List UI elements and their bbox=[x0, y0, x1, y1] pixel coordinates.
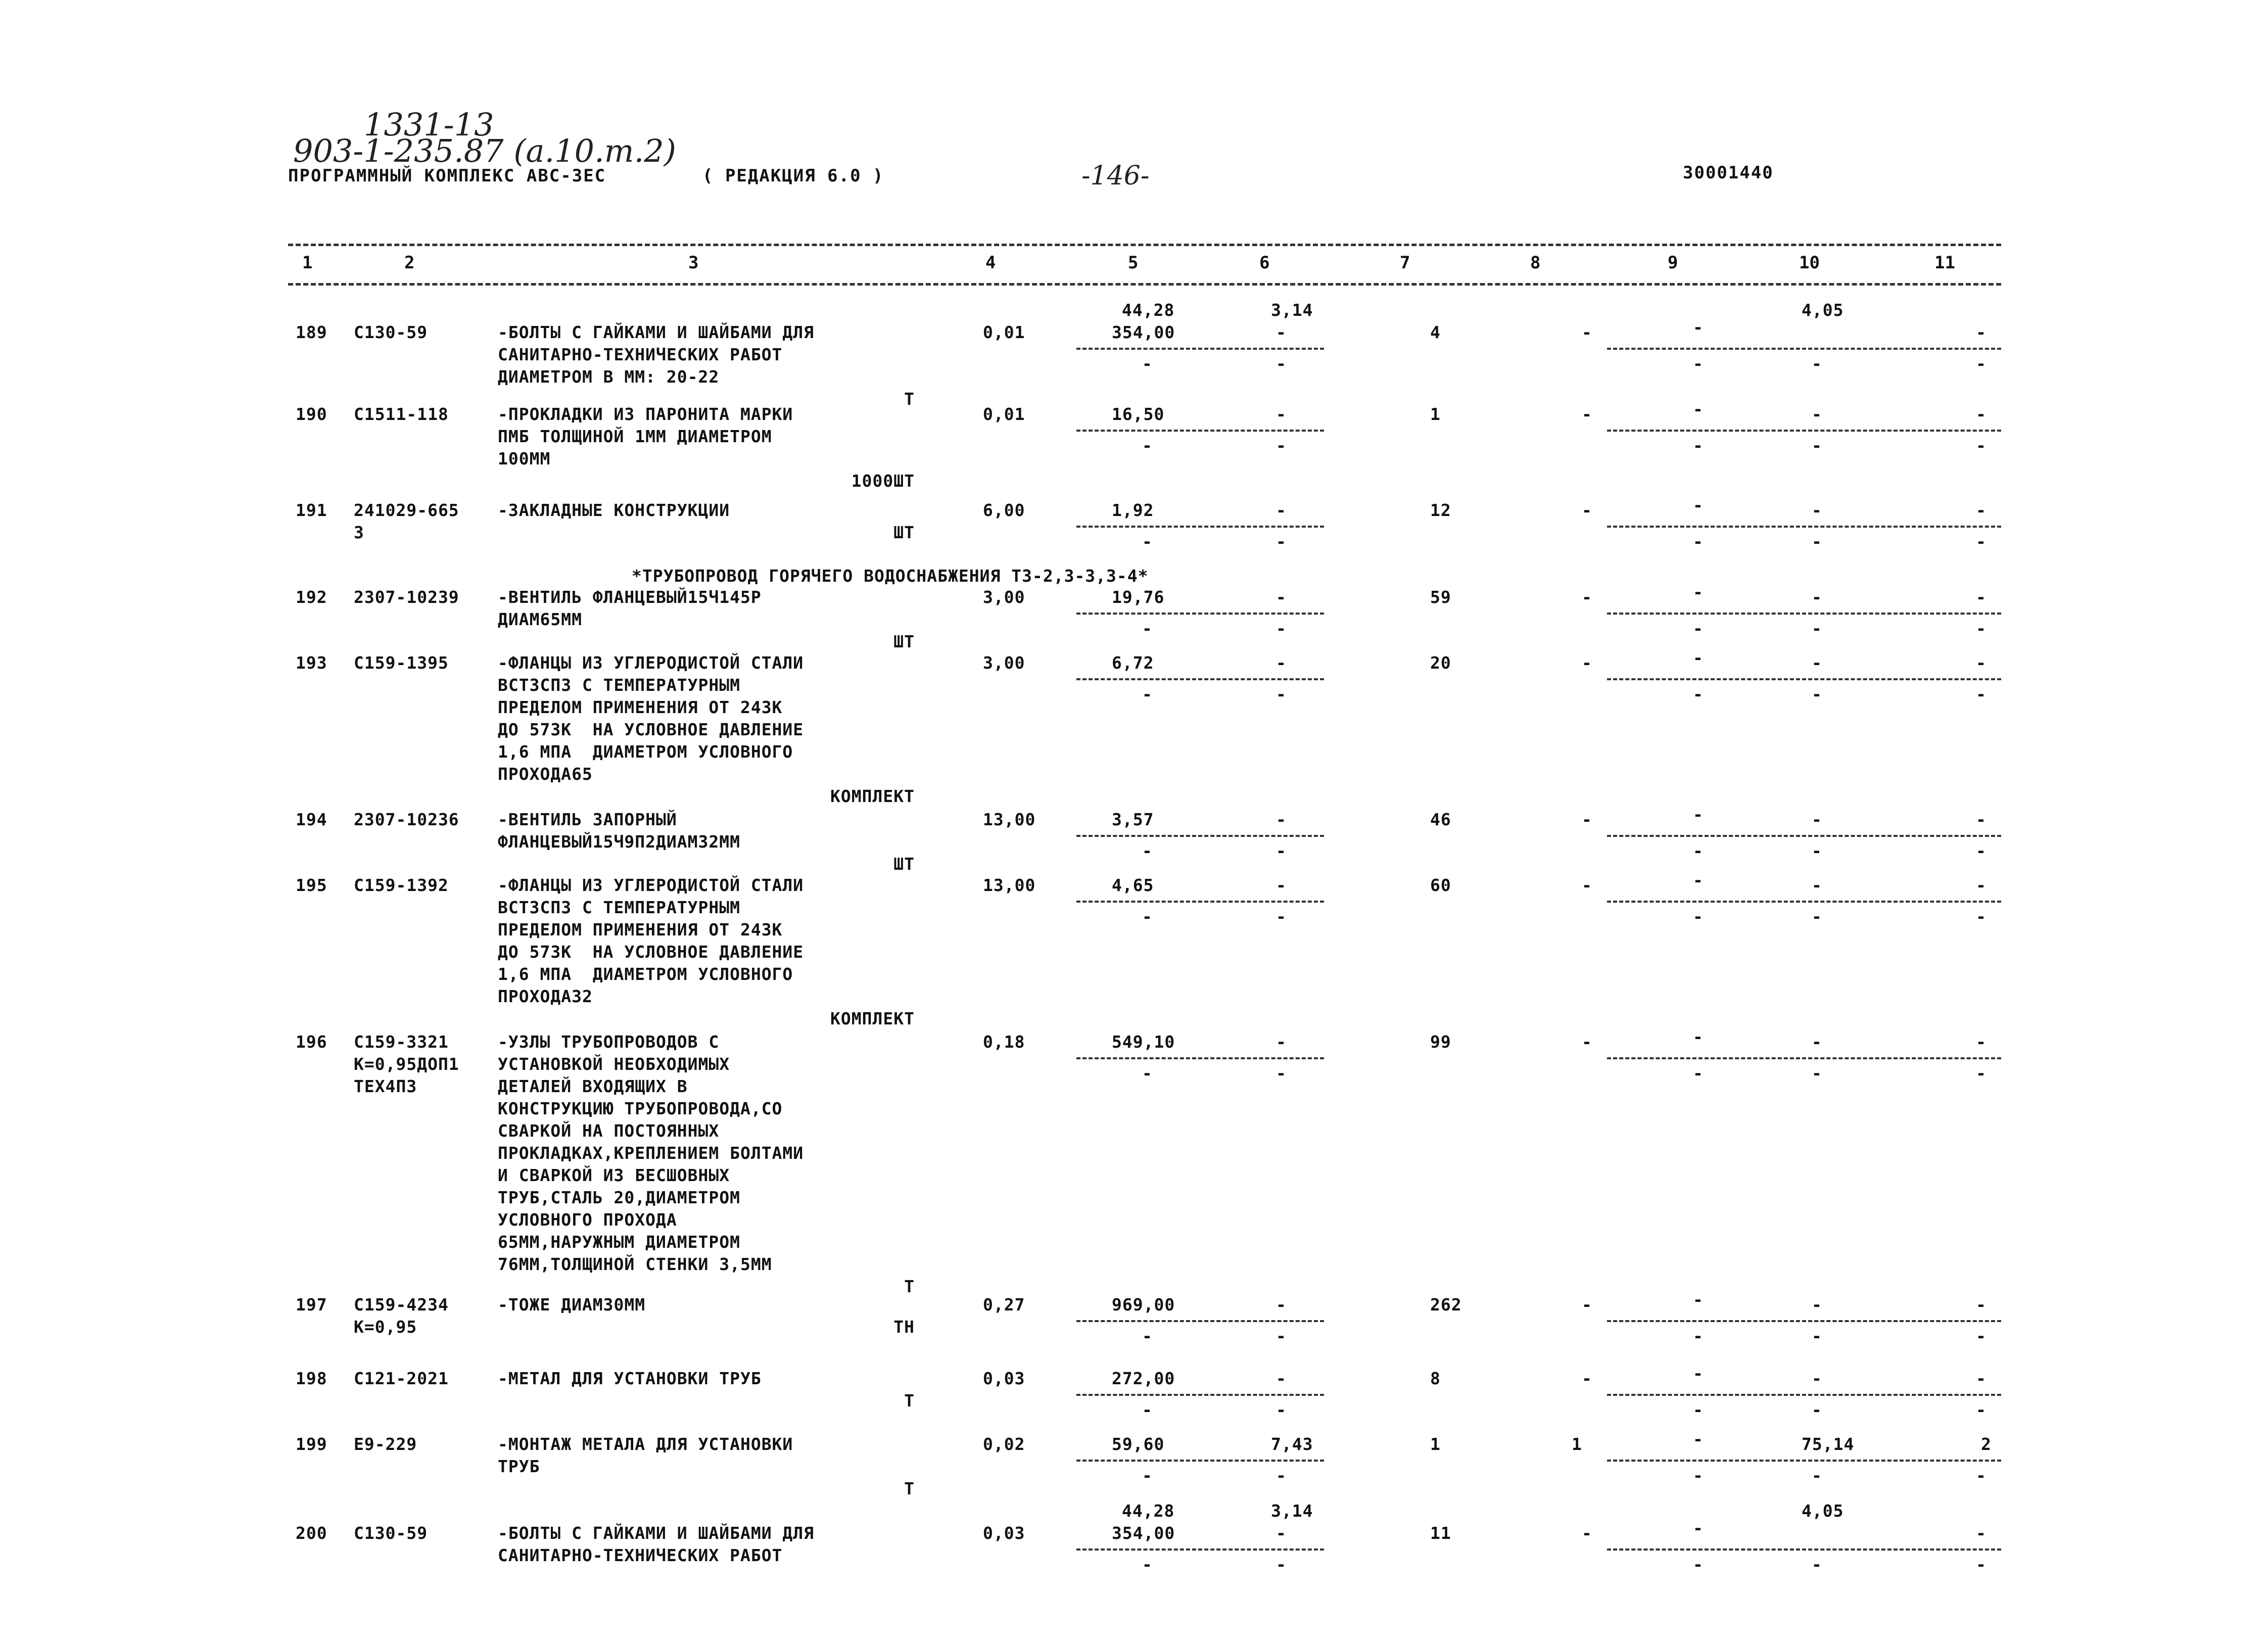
cell-col11-empty: - bbox=[1976, 500, 1986, 520]
cell-col5-top: 44,28 bbox=[1122, 300, 1175, 320]
row-unit: 1000ШТ bbox=[851, 471, 915, 491]
subtotal-rule-right bbox=[1607, 1057, 2001, 1059]
subtotal-mark-col5: - bbox=[1142, 1555, 1152, 1574]
col-7: 7 bbox=[1400, 253, 1410, 273]
cell-col7: 20 bbox=[1430, 653, 1451, 673]
cell-col9-empty: - bbox=[1693, 317, 1703, 337]
row-code: С121-2021 bbox=[354, 1369, 449, 1388]
subtotal-mark-col6: - bbox=[1276, 1063, 1286, 1083]
cell-col5: 3,57 bbox=[1112, 810, 1154, 829]
cell-col6: 7,43 bbox=[1271, 1434, 1313, 1454]
cell-col9-empty: - bbox=[1693, 495, 1703, 515]
cell-col6-empty: - bbox=[1276, 653, 1286, 673]
cell-col6-empty: - bbox=[1276, 875, 1286, 895]
cell-col7: 1 bbox=[1430, 404, 1441, 424]
cell-col7: 1 bbox=[1430, 1434, 1441, 1454]
subtotal-mark-col11: - bbox=[1976, 907, 1986, 926]
cell-col10-empty: - bbox=[1812, 653, 1822, 673]
subtotal-mark-col6: - bbox=[1276, 1400, 1286, 1420]
cell-col5: 549,10 bbox=[1112, 1032, 1175, 1052]
subtotal-rule bbox=[1076, 526, 1324, 528]
subtotal-mark-col11: - bbox=[1976, 1326, 1986, 1346]
cell-col6-empty: - bbox=[1276, 1523, 1286, 1543]
subtotal-rule bbox=[1076, 901, 1324, 903]
row-number: 197 bbox=[296, 1295, 327, 1315]
cell-col4: 6,00 bbox=[983, 500, 1025, 520]
row-number: 190 bbox=[296, 404, 327, 424]
col-1: 1 bbox=[302, 253, 313, 273]
cell-col11-empty: - bbox=[1976, 875, 1986, 895]
cell-col9-empty: - bbox=[1693, 1027, 1703, 1047]
subtotal-rule-right bbox=[1607, 613, 2001, 615]
row-number: 189 bbox=[296, 322, 327, 342]
row-code: 2307-10239 bbox=[354, 587, 459, 607]
col-3: 3 bbox=[688, 253, 699, 273]
page-number: -146- bbox=[1081, 161, 1150, 191]
cell-col4: 3,00 bbox=[983, 587, 1025, 607]
cell-col4: 3,00 bbox=[983, 653, 1025, 673]
subtotal-rule bbox=[1076, 1320, 1324, 1322]
row-number: 199 bbox=[296, 1434, 327, 1454]
row-code: С159-4234 К=0,95 bbox=[354, 1295, 449, 1337]
row-code: Е9-229 bbox=[354, 1434, 417, 1454]
subtotal-mark-col6: - bbox=[1276, 907, 1286, 926]
subtotal-mark-col6: - bbox=[1276, 354, 1286, 373]
row-code: С130-59 bbox=[354, 1523, 428, 1543]
handwritten-project: 903-1-235.87 (а.10.т.2) bbox=[293, 132, 676, 169]
subtotal-mark-col9: - bbox=[1693, 1063, 1703, 1083]
cell-col6-empty: - bbox=[1276, 500, 1286, 520]
cell-col8-empty: - bbox=[1582, 404, 1592, 424]
cell-col8-empty: - bbox=[1582, 875, 1592, 895]
subtotal-rule-right bbox=[1607, 1394, 2001, 1396]
subtotal-rule-right bbox=[1607, 348, 2001, 350]
row-unit: ШТ bbox=[893, 523, 915, 542]
cell-col6-empty: - bbox=[1276, 404, 1286, 424]
cell-col4: 0,27 bbox=[983, 1295, 1025, 1315]
cell-col7: 46 bbox=[1430, 810, 1451, 829]
cell-col8: 1 bbox=[1572, 1434, 1582, 1454]
subtotal-rule bbox=[1076, 678, 1324, 680]
subtotal-mark-col10: - bbox=[1812, 532, 1822, 551]
cell-col8-empty: - bbox=[1582, 653, 1592, 673]
handwritten-series: 1331-13 bbox=[364, 106, 494, 143]
row-code: 2307-10236 bbox=[354, 810, 459, 829]
subtotal-mark-col5: - bbox=[1142, 1326, 1152, 1346]
subtotal-mark-col11: - bbox=[1976, 1063, 1986, 1083]
subtotal-mark-col9: - bbox=[1693, 684, 1703, 704]
subtotal-rule-right bbox=[1607, 901, 2001, 903]
subtotal-mark-col10: - bbox=[1812, 1326, 1822, 1346]
table-header-rule bbox=[288, 283, 2001, 286]
subtotal-mark-col10: - bbox=[1812, 354, 1822, 373]
subtotal-mark-col11: - bbox=[1976, 684, 1986, 704]
cell-col11-empty: - bbox=[1976, 1523, 1986, 1543]
cell-col7: 99 bbox=[1430, 1032, 1451, 1052]
cell-col10-empty: - bbox=[1812, 1295, 1822, 1315]
cell-col5: 354,00 bbox=[1112, 322, 1175, 342]
row-number: 193 bbox=[296, 653, 327, 673]
subtotal-rule-right bbox=[1607, 430, 2001, 432]
col-2: 2 bbox=[404, 253, 415, 273]
subtotal-rule bbox=[1076, 1460, 1324, 1462]
subtotal-mark-col11: - bbox=[1976, 1466, 1986, 1485]
cell-col9-empty: - bbox=[1693, 1290, 1703, 1309]
row-description: -ПРОКЛАДКИ ИЗ ПАРОНИТА МАРКИ ПМБ ТОЛЩИНОЙ 1ММ ДИАМЕТРОМ 100ММ bbox=[498, 404, 793, 468]
row-unit: Т bbox=[904, 1277, 915, 1296]
cell-col10-empty: - bbox=[1812, 1032, 1822, 1052]
subtotal-mark-col11: - bbox=[1976, 1400, 1986, 1420]
cell-col8-empty: - bbox=[1582, 1523, 1592, 1543]
row-code: С159-3321 К=0,95ДОП1 ТЕХ4П3 bbox=[354, 1032, 459, 1096]
subtotal-mark-col11: - bbox=[1976, 841, 1986, 861]
subtotal-mark-col9: - bbox=[1693, 619, 1703, 638]
subtotal-mark-col6: - bbox=[1276, 1466, 1286, 1485]
document-code: 30001440 bbox=[1683, 163, 1774, 183]
cell-col9-empty: - bbox=[1693, 1429, 1703, 1449]
subtotal-mark-col5: - bbox=[1142, 1400, 1152, 1420]
row-description: -ВЕНТИЛЬ ФЛАНЦЕВЫЙ15Ч145Р ДИАМ65ММ bbox=[498, 587, 762, 629]
cell-col5: 272,00 bbox=[1112, 1369, 1175, 1388]
cell-col11-empty: - bbox=[1976, 1295, 1986, 1315]
subtotal-rule bbox=[1076, 835, 1324, 837]
cell-col4: 0,01 bbox=[983, 404, 1025, 424]
col-11: 11 bbox=[1934, 253, 1955, 273]
cell-col4: 13,00 bbox=[983, 810, 1036, 829]
cell-col7: 60 bbox=[1430, 875, 1451, 895]
cell-col6-empty: - bbox=[1276, 1295, 1286, 1315]
subtotal-mark-col9: - bbox=[1693, 907, 1703, 926]
subtotal-mark-col11: - bbox=[1976, 1555, 1986, 1574]
cell-col5: 1,92 bbox=[1112, 500, 1154, 520]
subtotal-rule-right bbox=[1607, 678, 2001, 680]
cell-col9-empty: - bbox=[1693, 870, 1703, 890]
subtotal-mark-col5: - bbox=[1142, 684, 1152, 704]
subtotal-mark-col6: - bbox=[1276, 841, 1286, 861]
cell-col11-empty: - bbox=[1976, 1369, 1986, 1388]
row-number: 194 bbox=[296, 810, 327, 829]
row-unit: Т bbox=[904, 389, 915, 409]
cell-col7: 59 bbox=[1430, 587, 1451, 607]
cell-col8-empty: - bbox=[1582, 587, 1592, 607]
row-description: -ЗАКЛАДНЫЕ КОНСТРУКЦИИ bbox=[498, 500, 730, 520]
cell-col10-empty: - bbox=[1812, 404, 1822, 424]
cell-col9-empty: - bbox=[1693, 648, 1703, 668]
cell-col10-empty: - bbox=[1812, 810, 1822, 829]
row-code: С159-1392 bbox=[354, 875, 449, 895]
cell-col10: 75,14 bbox=[1802, 1434, 1855, 1454]
subtotal-mark-col9: - bbox=[1693, 841, 1703, 861]
row-description: -МОНТАЖ МЕТАЛА ДЛЯ УСТАНОВКИ ТРУБ bbox=[498, 1434, 793, 1476]
cell-col6-empty: - bbox=[1276, 810, 1286, 829]
program-title: ПРОГРАММНЫЙ КОМПЛЕКС АВС-3ЕС bbox=[288, 166, 606, 186]
subtotal-mark-col11: - bbox=[1976, 619, 1986, 638]
subtotal-mark-col6: - bbox=[1276, 1555, 1286, 1574]
subtotal-mark-col10: - bbox=[1812, 1063, 1822, 1083]
cell-col7: 262 bbox=[1430, 1295, 1462, 1315]
subtotal-mark-col9: - bbox=[1693, 1326, 1703, 1346]
row-unit: Т bbox=[904, 1479, 915, 1498]
cell-col4: 0,02 bbox=[983, 1434, 1025, 1454]
cell-col5-top: 44,28 bbox=[1122, 1501, 1175, 1521]
row-code: С130-59 bbox=[354, 322, 428, 342]
subtotal-mark-col9: - bbox=[1693, 354, 1703, 373]
row-code: 241029-665 3 bbox=[354, 500, 459, 542]
subtotal-mark-col9: - bbox=[1693, 436, 1703, 455]
subtotal-rule-right bbox=[1607, 526, 2001, 528]
subtotal-rule bbox=[1076, 613, 1324, 615]
cell-col11-empty: - bbox=[1976, 653, 1986, 673]
row-unit: ШТ bbox=[893, 854, 915, 874]
edition-label: ( РЕДАКЦИЯ 6.0 ) bbox=[702, 166, 884, 186]
cell-col11-empty: - bbox=[1976, 404, 1986, 424]
cell-col5: 19,76 bbox=[1112, 587, 1165, 607]
subtotal-mark-col10: - bbox=[1812, 907, 1822, 926]
col-9: 9 bbox=[1668, 253, 1678, 273]
subtotal-rule-right bbox=[1607, 1549, 2001, 1551]
subtotal-mark-col5: - bbox=[1142, 907, 1152, 926]
subtotal-mark-col6: - bbox=[1276, 436, 1286, 455]
subtotal-mark-col5: - bbox=[1142, 841, 1152, 861]
col-4: 4 bbox=[985, 253, 996, 273]
cell-col6-empty: - bbox=[1276, 587, 1286, 607]
cell-col6-top: 3,14 bbox=[1271, 300, 1313, 320]
subtotal-mark-col9: - bbox=[1693, 1400, 1703, 1420]
section-heading: *ТРУБОПРОВОД ГОРЯЧЕГО ВОДОСНАБЖЕНИЯ Т3-2,3-3,3-4* bbox=[632, 566, 1149, 586]
row-description: -УЗЛЫ ТРУБОПРОВОДОВ С УСТАНОВКОЙ НЕОБХОДИМЫХ ДЕТАЛЕЙ ВХОДЯЩИХ В КОНСТРУКЦИЮ ТРУБОПРОВОДА,СО СВАРКОЙ НА ПОСТОЯННЫХ ПРОКЛАДКАХ,КРЕПЛЕНИЕМ БОЛТАМИ И СВАРКОЙ ИЗ БЕСШОВНЫХ ТРУБ,СТАЛЬ 20,ДИАМЕТРОМ УСЛОВНОГО ПРОХОДА 65ММ,НАРУЖНЫМ ДИАМЕТРОМ 76ММ,ТОЛЩИНОЙ СТЕНКИ 3,5ММ bbox=[498, 1032, 804, 1274]
subtotal-rule bbox=[1076, 1057, 1324, 1059]
row-description: -ФЛАНЦЫ ИЗ УГЛЕРОДИСТОЙ СТАЛИ ВСТ3СП3 С ТЕМПЕРАТУРНЫМ ПРЕДЕЛОМ ПРИМЕНЕНИЯ ОТ 243К ДО 573К НА УСЛОВНОЕ ДАВЛЕНИЕ 1,6 МПА ДИАМЕТРОМ УСЛОВНОГО ПРОХОДА65 bbox=[498, 653, 804, 784]
subtotal-rule-right bbox=[1607, 1320, 2001, 1322]
cell-col5: 6,72 bbox=[1112, 653, 1154, 673]
row-description: -ФЛАНЦЫ ИЗ УГЛЕРОДИСТОЙ СТАЛИ ВСТ3СП3 С ТЕМПЕРАТУРНЫМ ПРЕДЕЛОМ ПРИМЕНЕНИЯ ОТ 243К ДО 573К НА УСЛОВНОЕ ДАВЛЕНИЕ 1,6 МПА ДИАМЕТРОМ УСЛОВНОГО ПРОХОДА32 bbox=[498, 875, 804, 1006]
col-10: 10 bbox=[1799, 253, 1820, 273]
cell-col5: 969,00 bbox=[1112, 1295, 1175, 1315]
row-code: С1511-118 bbox=[354, 404, 449, 424]
subtotal-mark-col5: - bbox=[1142, 436, 1152, 455]
row-number: 195 bbox=[296, 875, 327, 895]
cell-col9-empty: - bbox=[1693, 1518, 1703, 1538]
row-unit: ТН bbox=[893, 1317, 915, 1337]
subtotal-mark-col10: - bbox=[1812, 841, 1822, 861]
cell-col8-empty: - bbox=[1582, 322, 1592, 342]
cell-col9-empty: - bbox=[1693, 399, 1703, 419]
col-5: 5 bbox=[1128, 253, 1139, 273]
cell-col8-empty: - bbox=[1582, 500, 1592, 520]
row-description: -БОЛТЫ С ГАЙКАМИ И ШАЙБАМИ ДЛЯ САНИТАРНО-ТЕХНИЧЕСКИХ РАБОТ ДИАМЕТРОМ В ММ: 20-22 bbox=[498, 322, 815, 387]
subtotal-mark-col9: - bbox=[1693, 1555, 1703, 1574]
subtotal-mark-col6: - bbox=[1276, 619, 1286, 638]
col-8: 8 bbox=[1530, 253, 1541, 273]
cell-col6-empty: - bbox=[1276, 1032, 1286, 1052]
row-number: 192 bbox=[296, 587, 327, 607]
cell-col5: 59,60 bbox=[1112, 1434, 1165, 1454]
cell-col7: 4 bbox=[1430, 322, 1441, 342]
row-description: -ТОЖЕ ДИАМ30ММ bbox=[498, 1295, 646, 1315]
cell-col8-empty: - bbox=[1582, 1032, 1592, 1052]
row-description: -ВЕНТИЛЬ ЗАПОРНЫЙ ФЛАНЦЕВЫЙ15Ч9П2ДИАМ32ММ bbox=[498, 810, 740, 852]
subtotal-mark-col5: - bbox=[1142, 1466, 1152, 1485]
subtotal-rule bbox=[1076, 1549, 1324, 1551]
row-description: -МЕТАЛ ДЛЯ УСТАНОВКИ ТРУБ bbox=[498, 1369, 762, 1388]
subtotal-mark-col6: - bbox=[1276, 532, 1286, 551]
cell-col5: 4,65 bbox=[1112, 875, 1154, 895]
subtotal-mark-col5: - bbox=[1142, 619, 1152, 638]
subtotal-rule-right bbox=[1607, 1460, 2001, 1462]
cell-col6-empty: - bbox=[1276, 322, 1286, 342]
subtotal-mark-col9: - bbox=[1693, 1466, 1703, 1485]
subtotal-rule-right bbox=[1607, 835, 2001, 837]
row-number: 200 bbox=[296, 1523, 327, 1543]
row-number: 191 bbox=[296, 500, 327, 520]
cell-col11-empty: - bbox=[1976, 810, 1986, 829]
cell-col4: 0,03 bbox=[983, 1369, 1025, 1388]
row-unit: КОМПЛЕКТ bbox=[830, 786, 915, 806]
subtotal-mark-col10: - bbox=[1812, 1466, 1822, 1485]
cell-col11-empty: - bbox=[1976, 587, 1986, 607]
cell-col7: 8 bbox=[1430, 1369, 1441, 1388]
cell-col7: 11 bbox=[1430, 1523, 1451, 1543]
subtotal-mark-col10: - bbox=[1812, 436, 1822, 455]
col-6: 6 bbox=[1259, 253, 1270, 273]
cell-col4: 0,01 bbox=[983, 322, 1025, 342]
cell-col10-empty: - bbox=[1812, 875, 1822, 895]
cell-col7: 12 bbox=[1430, 500, 1451, 520]
subtotal-mark-col5: - bbox=[1142, 1063, 1152, 1083]
cell-col11-empty: - bbox=[1976, 1032, 1986, 1052]
row-description: -БОЛТЫ С ГАЙКАМИ И ШАЙБАМИ ДЛЯ САНИТАРНО-ТЕХНИЧЕСКИХ РАБОТ bbox=[498, 1523, 815, 1565]
subtotal-mark-col5: - bbox=[1142, 532, 1152, 551]
cell-col4: 13,00 bbox=[983, 875, 1036, 895]
cell-col10-empty: - bbox=[1812, 500, 1822, 520]
row-number: 198 bbox=[296, 1369, 327, 1388]
cell-col4: 0,03 bbox=[983, 1523, 1025, 1543]
subtotal-mark-col10: - bbox=[1812, 1555, 1822, 1574]
subtotal-mark-col6: - bbox=[1276, 684, 1286, 704]
cell-col6-empty: - bbox=[1276, 1369, 1286, 1388]
row-unit: Т bbox=[904, 1391, 915, 1411]
cell-col5: 16,50 bbox=[1112, 404, 1165, 424]
cell-col5: 354,00 bbox=[1112, 1523, 1175, 1543]
cell-col10: 4,05 bbox=[1802, 1501, 1844, 1521]
table-top-rule bbox=[288, 244, 2001, 246]
cell-col8-empty: - bbox=[1582, 1369, 1592, 1388]
cell-col6-top: 3,14 bbox=[1271, 1501, 1313, 1521]
cell-col10: 4,05 bbox=[1802, 300, 1844, 320]
subtotal-rule bbox=[1076, 1394, 1324, 1396]
cell-col11: 2 bbox=[1981, 1434, 1992, 1454]
cell-col9-empty: - bbox=[1693, 582, 1703, 602]
cell-col8-empty: - bbox=[1582, 1295, 1592, 1315]
cell-col4: 0,18 bbox=[983, 1032, 1025, 1052]
cell-col9-empty: - bbox=[1693, 805, 1703, 824]
row-unit: КОМПЛЕКТ bbox=[830, 1009, 915, 1028]
subtotal-mark-col11: - bbox=[1976, 354, 1986, 373]
subtotal-mark-col10: - bbox=[1812, 619, 1822, 638]
cell-col11-empty: - bbox=[1976, 322, 1986, 342]
subtotal-rule bbox=[1076, 430, 1324, 432]
cell-col10-empty: - bbox=[1812, 587, 1822, 607]
subtotal-rule bbox=[1076, 348, 1324, 350]
cell-col8-empty: - bbox=[1582, 810, 1592, 829]
row-code: С159-1395 bbox=[354, 653, 449, 673]
row-unit: ШТ bbox=[893, 632, 915, 651]
subtotal-mark-col9: - bbox=[1693, 532, 1703, 551]
subtotal-mark-col11: - bbox=[1976, 436, 1986, 455]
subtotal-mark-col10: - bbox=[1812, 1400, 1822, 1420]
cell-col9-empty: - bbox=[1693, 1364, 1703, 1383]
subtotal-mark-col10: - bbox=[1812, 684, 1822, 704]
subtotal-mark-col11: - bbox=[1976, 532, 1986, 551]
row-number: 196 bbox=[296, 1032, 327, 1052]
cell-col10-empty: - bbox=[1812, 1369, 1822, 1388]
subtotal-mark-col5: - bbox=[1142, 354, 1152, 373]
subtotal-mark-col6: - bbox=[1276, 1326, 1286, 1346]
